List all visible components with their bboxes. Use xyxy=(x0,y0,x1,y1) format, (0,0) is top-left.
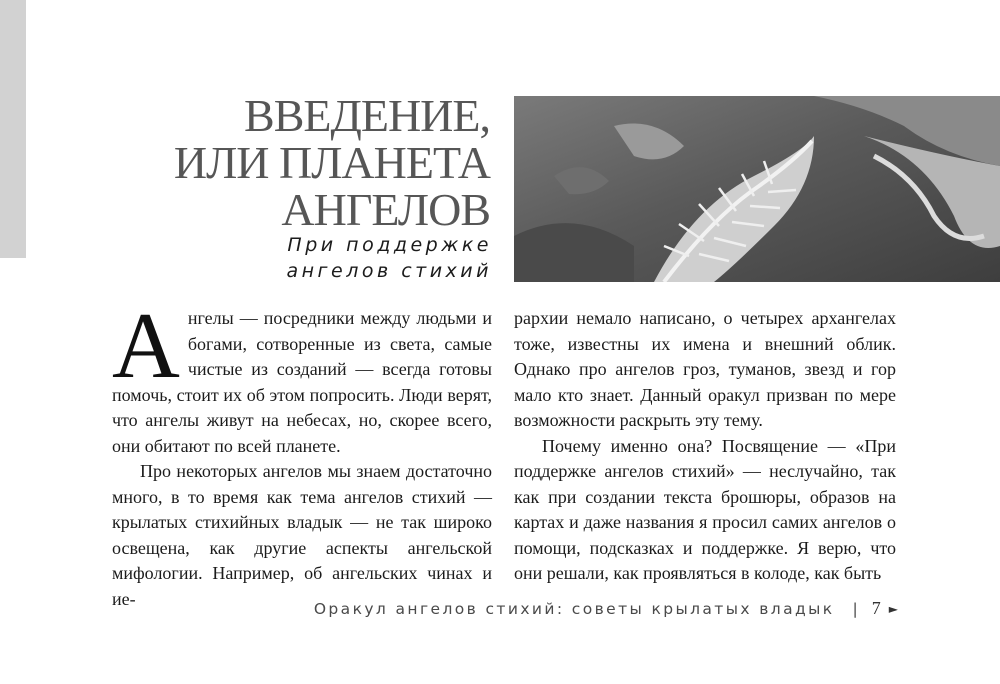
body-column-right xyxy=(514,306,896,587)
chapter-title xyxy=(174,92,490,233)
page-footer xyxy=(280,598,898,619)
chapter-title-line-1: ВВЕДЕНИЕ, xyxy=(244,90,490,141)
footer-separator: | xyxy=(852,599,858,618)
body-column-left xyxy=(112,294,492,612)
paragraph-text: нгелы — посредники между людьми и богами, сотворенные из света, самые чистые из созданий — всегда готовы помочь, стоит их об этом попросить. Люди верят, что ангелы живут на небесах, но, скорее всего, они обитают по всей планете. xyxy=(112,308,492,456)
footer-book-title: Оракул ангелов стихий: советы крылатых владык xyxy=(313,599,835,618)
paragraph: рархии немало написано, о четырех архангелах тоже, известны их имена и внешний облик. Однако про ангелов гроз, туманов, звезд и гор мало кто знает. Данный оракул призван по мере возможности раскрыть эту тему. xyxy=(514,308,896,430)
drop-cap: А xyxy=(112,294,180,398)
paragraph xyxy=(112,294,492,459)
paragraph: Про некоторых ангелов мы знаем достаточно много, в то время как тема ангелов стихий — крылатых стихийных владык — не так широко освещена, как другие аспекты ангельской мифологии. Например, об ангельских чинах и ие- xyxy=(112,461,492,609)
frost-leaf-photo xyxy=(514,96,1000,282)
page-number: 7 xyxy=(871,598,881,618)
side-tab-strip xyxy=(0,0,26,258)
chapter-title-line-3: АНГЕЛОВ xyxy=(281,184,490,235)
next-page-arrow-icon: ► xyxy=(888,601,898,616)
chapter-title-line-2: ИЛИ ПЛАНЕТА xyxy=(173,137,490,188)
chapter-subtitle-line-1: При поддержке xyxy=(287,234,492,256)
chapter-subtitle-line-2: ангелов стихий xyxy=(286,260,492,282)
paragraph: Почему именно она? Посвящение — «При поддержке ангелов стихий» — неслучайно, так как при создании текста брошюры, образов на картах и даже названия я просил самих ангелов о помощи, подсказках и поддержке. Я верю, что они решали, как проявляться в колоде, как быть xyxy=(514,435,896,583)
chapter-subtitle xyxy=(286,232,492,284)
